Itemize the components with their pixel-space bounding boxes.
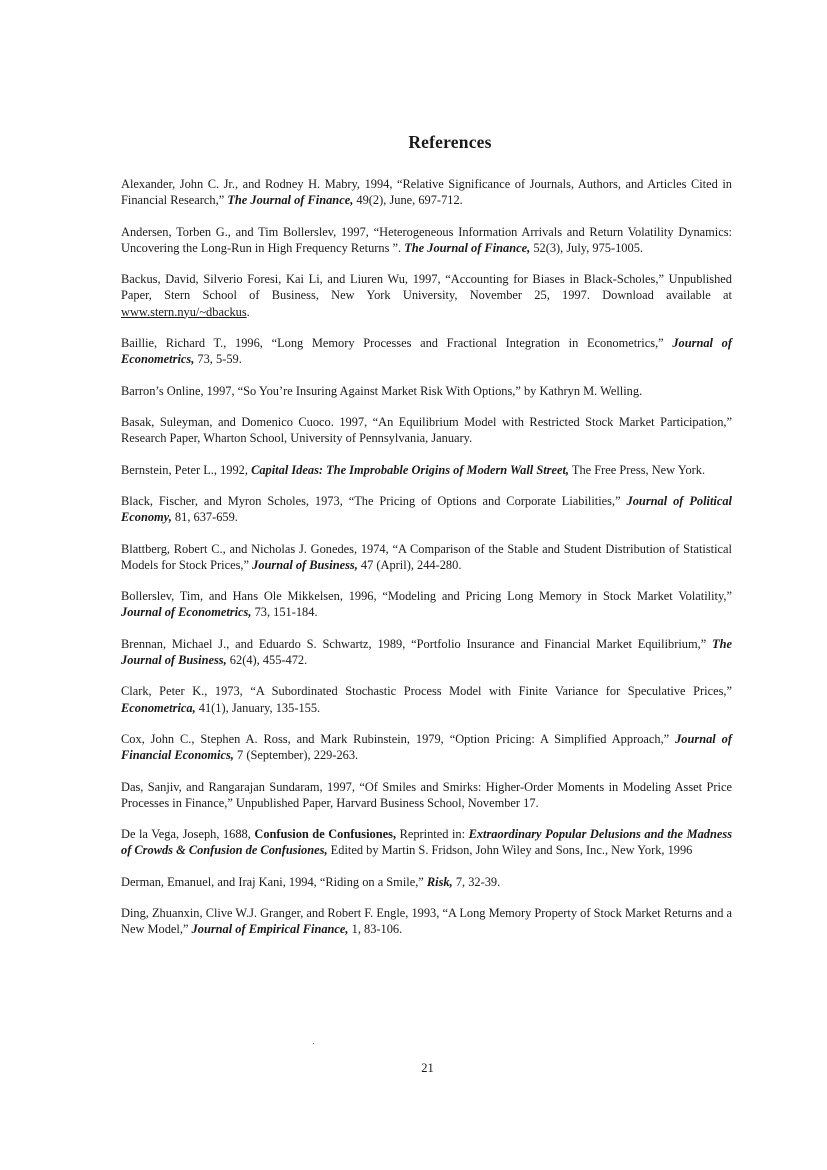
reference-entry bbox=[121, 636, 732, 668]
reference-entry bbox=[121, 588, 732, 620]
reference-text: Bernstein, Peter L., 1992, bbox=[121, 462, 252, 477]
reference-text: 81, 637-659. bbox=[171, 510, 238, 525]
reference-text: Reprinted in: bbox=[396, 827, 469, 842]
reference-text: Blattberg, Robert C., and Nicholas J. Gonedes, 1974, “A Comparison of the Stable and Student Distribution of Statistical Models for Stock Prices,” bbox=[121, 541, 732, 572]
reference-text: Edited by Martin S. Fridson, John Wiley and Sons, Inc., New York, 1996 bbox=[327, 843, 693, 858]
page-number: 21 bbox=[421, 1061, 434, 1075]
reference-source-title: The Journal of Finance, bbox=[227, 193, 354, 208]
reference-text: The Free Press, New York. bbox=[569, 462, 706, 477]
reference-text: Backus, David, Silverio Foresi, Kai Li, and Liuren Wu, 1997, “Accounting for Biases in Black-Scholes,” Unpublished Paper, Stern School of Business, New York University, November 25, 1997. Download available at bbox=[121, 272, 732, 303]
reference-source-title: Extraordinary Popular Delusions and the Madness of Crowds & Confusion de Confusiones, bbox=[121, 827, 733, 858]
reference-text: 41(1), January, 135-155. bbox=[195, 700, 321, 715]
reference-source-title: Journal of Econometrics, bbox=[121, 605, 252, 620]
reference-text: 1, 83-106. bbox=[348, 922, 403, 937]
reference-text: Clark, Peter K., 1973, “A Subordinated Stochastic Process Model with Finite Variance for Speculative Prices,” bbox=[121, 684, 732, 699]
reference-entry bbox=[121, 176, 732, 208]
reference-text: Baillie, Richard T., 1996, “Long Memory Processes and Fractional Integration in Econometrics,” bbox=[121, 335, 673, 350]
reference-text: Barron’s Online, 1997, “So You’re Insuring Against Market Risk With Options,” by Kathryn M. Welling. bbox=[121, 383, 643, 398]
reference-text: . bbox=[246, 304, 250, 319]
reference-source-title: Econometrica, bbox=[121, 700, 196, 715]
reference-entry bbox=[121, 683, 732, 715]
reference-entry bbox=[121, 905, 732, 937]
reference-text: 52(3), July, 975-1005. bbox=[530, 240, 643, 255]
reference-source-title: Journal of Financial Economics, bbox=[121, 731, 732, 763]
reference-text: 62(4), 455-472. bbox=[226, 652, 308, 667]
reference-text: Das, Sanjiv, and Rangarajan Sundaram, 1997, “Of Smiles and Smirks: Higher-Order Moments in Modeling Asset Price Processes in Finance,” Unpublished Paper, Harvard Business School, November 17. bbox=[121, 779, 732, 810]
reference-text: De la Vega, Joseph, 1688, bbox=[121, 827, 255, 842]
reference-text: 73, 5-59. bbox=[194, 352, 242, 367]
reference-entry bbox=[121, 271, 732, 320]
reference-entry bbox=[121, 493, 732, 525]
reference-text: Alexander, John C. Jr., and Rodney H. Mabry, 1994, “Relative Significance of Journals, Authors, and Articles Cited in Financial Research,” bbox=[121, 177, 732, 208]
reference-source-title: Risk, bbox=[426, 874, 453, 889]
reference-text: Brennan, Michael J., and Eduardo S. Schwartz, 1989, “Portfolio Insurance and Financial Market Equilibrium,” bbox=[121, 636, 713, 651]
reference-text: 47 (April), 244-280. bbox=[357, 557, 462, 572]
reference-source-title: Confusion de Confusiones, bbox=[254, 827, 397, 842]
reference-entry bbox=[121, 224, 732, 256]
reference-entry bbox=[121, 874, 732, 890]
reference-text: Ding, Zhuanxin, Clive W.J. Granger, and Robert F. Engle, 1993, “A Long Memory Property of Stock Market Returns and a New Model,” bbox=[121, 906, 732, 937]
scan-speck bbox=[313, 1043, 314, 1044]
reference-text: Bollerslev, Tim, and Hans Ole Mikkelsen, 1996, “Modeling and Pricing Long Memory in Stock Market Volatility,” bbox=[121, 589, 732, 604]
reference-source-title: Journal of Econometrics, bbox=[121, 335, 732, 367]
reference-source-title: Journal of Political Economy, bbox=[121, 493, 732, 525]
reference-text: Andersen, Torben G., and Tim Bollerslev, 1997, “Heterogeneous Information Arrivals and Return Volatility Dynamics: Uncovering the Long-Run in High Frequency Returns ”. bbox=[121, 224, 732, 255]
reference-link-text: www.stern.nyu/~dbackus bbox=[121, 304, 247, 319]
reference-list bbox=[121, 176, 732, 953]
reference-entry bbox=[121, 826, 732, 858]
reference-text: Black, Fischer, and Myron Scholes, 1973, “The Pricing of Options and Corporate Liabilities,” bbox=[121, 493, 627, 508]
reference-text: 49(2), June, 697-712. bbox=[353, 193, 463, 208]
reference-source-title: Journal of Business, bbox=[252, 557, 358, 572]
reference-text: 73, 151-184. bbox=[251, 605, 318, 620]
reference-text: 7, 32-39. bbox=[452, 874, 501, 889]
reference-entry bbox=[121, 383, 732, 399]
reference-text: Basak, Suleyman, and Domenico Cuoco. 1997, “An Equilibrium Model with Restricted Stock Market Participation,” Research Paper, Wharton School, University of Pennsylvania, January. bbox=[121, 414, 732, 446]
reference-entry bbox=[121, 335, 732, 367]
reference-source-title: Capital Ideas: The Improbable Origins of Modern Wall Street, bbox=[251, 462, 570, 477]
reference-text: 7 (September), 229-263. bbox=[233, 748, 359, 763]
reference-text: Derman, Emanuel, and Iraj Kani, 1994, “Riding on a Smile,” bbox=[121, 874, 427, 889]
reference-entry bbox=[121, 779, 732, 811]
reference-text: Cox, John C., Stephen A. Ross, and Mark Rubinstein, 1979, “Option Pricing: A Simplified Approach,” bbox=[121, 731, 676, 746]
reference-source-title: Journal of Empirical Finance, bbox=[191, 922, 349, 937]
reference-entry bbox=[121, 541, 732, 573]
reference-source-title: The Journal of Finance, bbox=[404, 240, 531, 255]
page-title: References bbox=[408, 132, 492, 152]
reference-source-title: The Journal of Business, bbox=[121, 636, 732, 667]
reference-entry bbox=[121, 414, 732, 446]
reference-entry bbox=[121, 462, 732, 478]
reference-entry bbox=[121, 731, 732, 763]
